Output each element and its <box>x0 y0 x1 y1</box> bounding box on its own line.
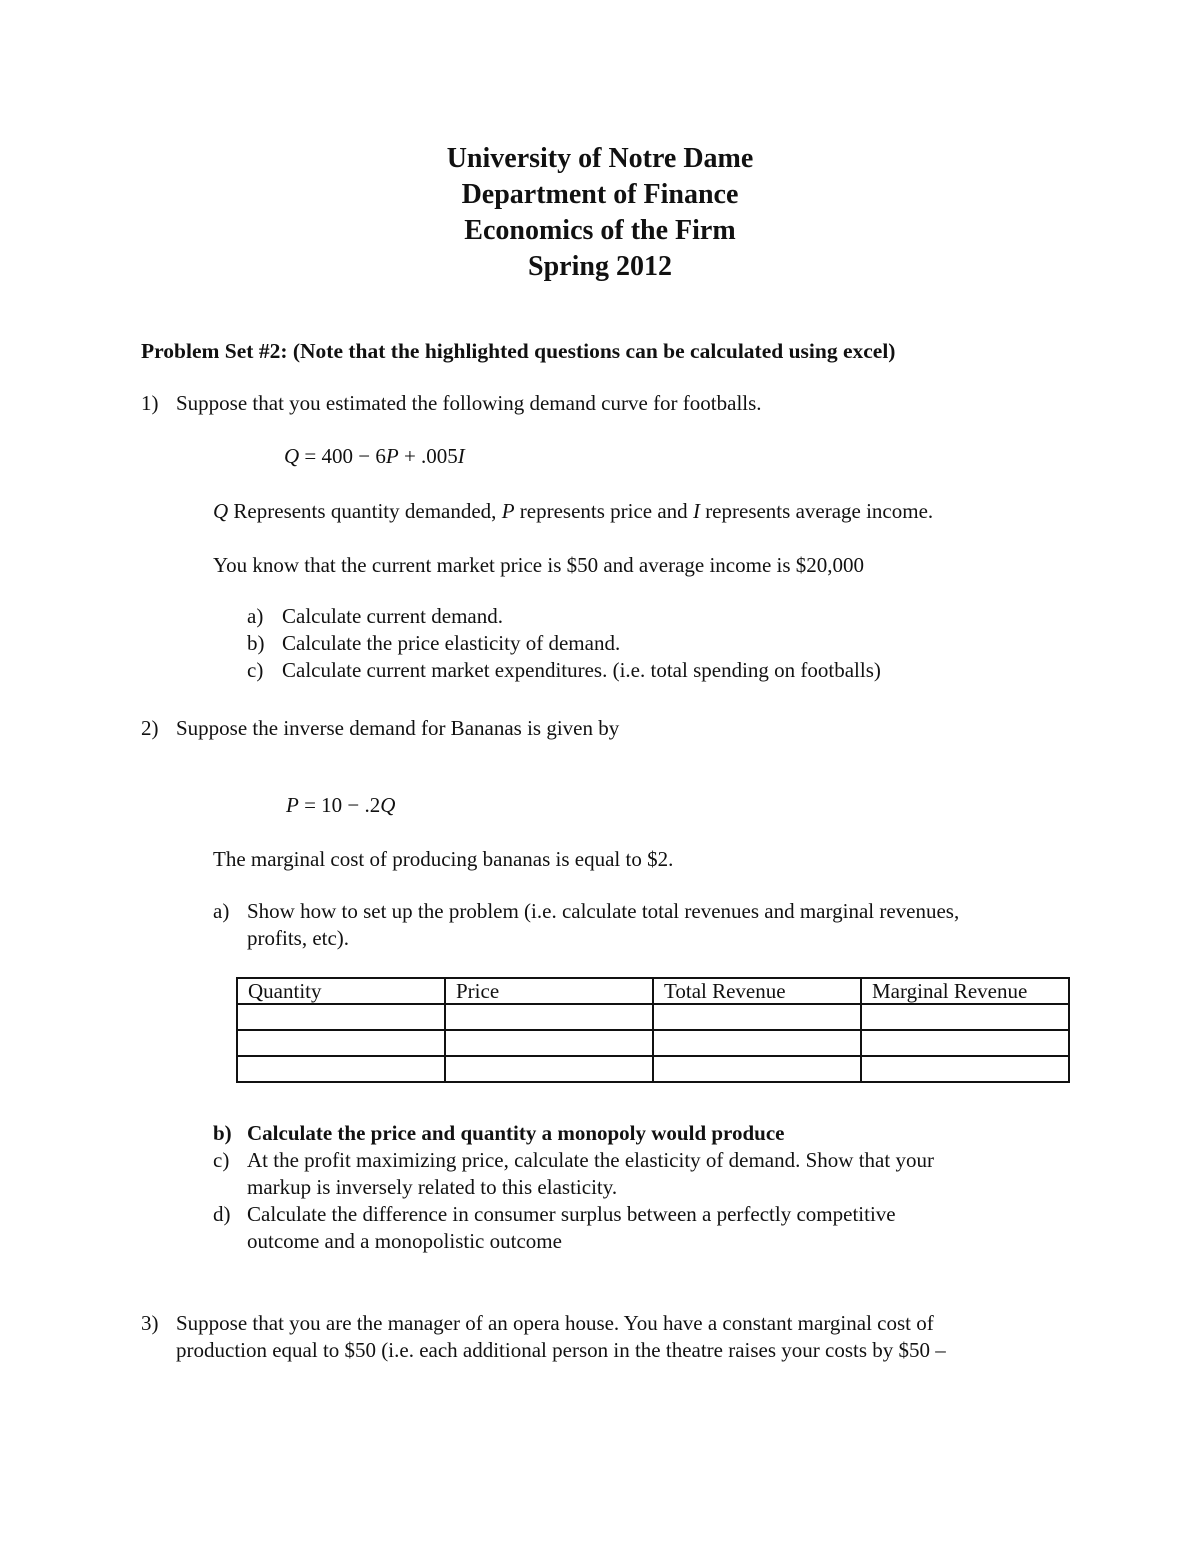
q1-part-a-label: a) <box>247 604 264 628</box>
q2-eq-q: Q <box>380 793 396 817</box>
header-department: Department of Finance <box>461 179 739 210</box>
table-cell <box>653 1056 861 1082</box>
table-header-row <box>237 978 1069 1004</box>
q1-text: Suppose that you estimated the following demand curve for footballs. <box>176 391 762 415</box>
q1-part-b-label: b) <box>247 631 265 655</box>
q2-part-a-line1: Show how to set up the problem (i.e. calculate total revenues and marginal revenues, <box>247 899 960 923</box>
table-cell <box>653 1004 861 1030</box>
q1-part-a-text: Calculate current demand. <box>282 604 503 628</box>
q1-eq-p: P <box>385 444 399 468</box>
q3-line2: production equal to $50 (i.e. each additional person in the theatre raises your costs by $50 – <box>176 1338 946 1362</box>
table-header-cell: Price <box>445 978 653 1004</box>
q1-eq-mid1: = 400 − 6 <box>299 444 386 468</box>
header-course: Economics of the Firm <box>464 215 736 246</box>
table-header-cell: Total Revenue <box>653 978 861 1004</box>
table-cell <box>445 1030 653 1056</box>
table-header-cell: Quantity <box>237 978 445 1004</box>
q2-marginal-cost: The marginal cost of producing bananas is equal to $2. <box>213 847 674 871</box>
q1-legend-i: I <box>692 499 700 523</box>
table-cell <box>861 1030 1069 1056</box>
q2-part-b-label: b) <box>213 1121 232 1145</box>
q1-eq-q: Q <box>284 444 300 468</box>
table-row <box>237 1004 1069 1030</box>
table-cell <box>653 1030 861 1056</box>
q1-legend-p: P <box>501 499 515 523</box>
q1-legend <box>213 499 933 524</box>
q2-number: 2) <box>141 716 159 740</box>
q1-eq-mid2: + .005 <box>398 444 458 468</box>
q3-line1: Suppose that you are the manager of an opera house. You have a constant marginal cost of <box>176 1311 934 1335</box>
q2-part-b-text: Calculate the price and quantity a monopoly would produce <box>247 1121 785 1145</box>
q2-equation <box>286 793 395 818</box>
q2-part-c-line2: markup is inversely related to this elasticity. <box>247 1175 618 1199</box>
table-cell <box>445 1056 653 1082</box>
q2-part-d-label: d) <box>213 1202 231 1226</box>
q2-part-a-label: a) <box>213 899 230 923</box>
q2-part-d-line1: Calculate the difference in consumer surplus between a perfectly competitive <box>247 1202 896 1226</box>
q2-part-a-line2: profits, etc). <box>247 926 350 950</box>
q1-number: 1) <box>141 391 159 415</box>
table-row <box>237 1056 1069 1082</box>
revenue-table <box>236 977 1070 1083</box>
q2-part-c-label: c) <box>213 1148 230 1172</box>
q1-eq-i: I <box>457 444 465 468</box>
table-cell <box>237 1030 445 1056</box>
q2-part-c-line1: At the profit maximizing price, calculate the elasticity of demand. Show that your <box>247 1148 934 1172</box>
q1-part-b-text: Calculate the price elasticity of demand. <box>282 631 621 655</box>
q2-part-d-line2: outcome and a monopolistic outcome <box>247 1229 562 1253</box>
q1-legend-t3: represents average income. <box>699 499 934 523</box>
table-cell <box>237 1056 445 1082</box>
table-cell <box>445 1004 653 1030</box>
q1-legend-t2: represents price and <box>514 499 693 523</box>
q2-eq-mid: = 10 − .2 <box>298 793 381 817</box>
q3-number: 3) <box>141 1311 159 1335</box>
header-term: Spring 2012 <box>528 251 672 282</box>
problem-set-title: Problem Set #2: (Note that the highlighted questions can be calculated using excel) <box>141 339 896 363</box>
table-cell <box>861 1056 1069 1082</box>
table-cell <box>237 1004 445 1030</box>
q1-legend-q: Q <box>213 499 229 523</box>
table-row <box>237 1030 1069 1056</box>
q1-part-c-label: c) <box>247 658 264 682</box>
q2-text: Suppose the inverse demand for Bananas is given by <box>176 716 620 740</box>
q2-eq-p: P <box>286 793 299 817</box>
table-header-cell: Marginal Revenue <box>861 978 1069 1004</box>
q1-legend-t1: Represents quantity demanded, <box>228 499 502 523</box>
table-cell <box>861 1004 1069 1030</box>
q1-part-c-text: Calculate current market expenditures. (i.e. total spending on footballs) <box>282 658 881 682</box>
q1-equation <box>284 444 465 469</box>
header-university: University of Notre Dame <box>446 143 754 174</box>
q1-known: You know that the current market price is $50 and average income is $20,000 <box>213 553 865 577</box>
